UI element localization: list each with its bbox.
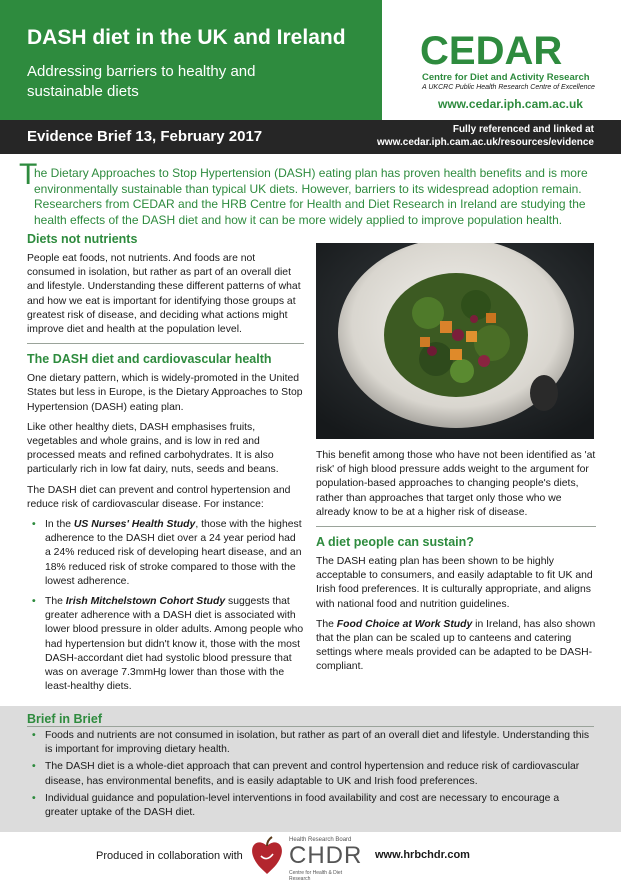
intro-paragraph: he Dietary Approaches to Stop Hypertension (DASH) eating plan has proven health benefits and is more environmentally sustainable than typical UK diets. However, barriers to its widespread adoption remain. Researchers from CEDAR and the HRB Centre for Health and Diet Research in Ireland are studying the health effects of the DASH diet and how it can be more widely applied to improve population health. <box>34 166 588 227</box>
section-heading-diets: Diets not nutrients <box>27 232 138 246</box>
evidence-url-link[interactable]: www.cedar.iph.cam.ac.uk/resources/evidence <box>377 137 594 148</box>
study-name: Irish Mitchelstown Cohort Study <box>65 596 226 608</box>
intro-dropcap: T <box>19 158 38 191</box>
evidence-note <box>377 123 594 149</box>
bullet-icon: • <box>32 596 36 608</box>
list-item: • The Irish Mitchelstown Cohort Study suggests that greater adherence with a DASH diet is associated with lower blood pressure in older adults. Among people who had hypertension but didn't know it, those with the most DASH-accordant diet had systolic blood pressure that was on average 7.3mmHg lower than those with the least-healthy diets. <box>32 596 304 693</box>
paragraph: The DASH eating plan has been shown to be highly acceptable to consumers, and easily adaptable to fit UK and Irish food preferences. It is culturally appropriate, and aligns with national food and nutrition guidelines. <box>316 556 593 610</box>
chdr-wordmark: CHDR <box>289 842 363 869</box>
divider <box>27 343 304 344</box>
paragraph: People eat foods, not nutrients. And foods are not consumed in isolation, but rather as part of an overall diet and lifestyle. Understanding these different patterns of what and how we eat is important for identifying those groups at greatest risk of disease, and deciding what actions might improve diet and health at the population level. <box>27 253 301 336</box>
evidence-list <box>27 518 304 694</box>
paragraph: The Food Choice at Work Study in Ireland, has also shown that the plan can be scaled up to canteens and catering settings where meals provided can be adapted to be DASH-compliant. <box>316 618 596 673</box>
bullet-icon: • <box>32 519 36 531</box>
bullet-icon: • <box>32 792 36 804</box>
salad-bowl-image <box>316 243 594 439</box>
collab-text: Produced in collaboration with <box>96 850 243 862</box>
list-item: • Foods and nutrients are not consumed in isolation, but rather as part of an overall diet and lifestyle. Understanding this is important for improving dietary health. <box>32 730 590 756</box>
cedar-tagline: Centre for Diet and Activity Research <box>422 72 590 83</box>
section-heading-sustain: A diet people can sustain? <box>316 535 474 550</box>
cedar-logo <box>418 28 594 70</box>
cedar-url-link[interactable]: www.cedar.iph.cam.ac.uk <box>438 97 583 111</box>
cedar-logo-area <box>382 0 621 120</box>
cedar-logo-icon <box>418 28 594 70</box>
evidence-note-line1: Fully referenced and linked at <box>452 124 594 135</box>
brief-in-brief-box <box>0 706 621 832</box>
chdr-top-label: Health Research Board <box>289 837 352 843</box>
divider <box>27 726 594 727</box>
paragraph: One dietary pattern, which is widely-promoted in the United States but less in Europe, is the Dietary Approaches to Stop Hypertension (DASH) eating plan. <box>27 373 303 413</box>
cedar-subtagline: A UKCRC Public Health Research Centre of Excellence <box>422 84 595 91</box>
bullet-icon: • <box>32 761 36 773</box>
left-column <box>27 232 304 700</box>
cedar-logo-text: CEDAR <box>420 29 563 70</box>
paragraph: This benefit among those who have not been identified as 'at risk' of high blood pressure adds weight to the argument for population-based approaches to changing people's diets, rather than approaches that target only those who we already know to be at a higher risk of disease. <box>316 450 596 518</box>
bullet-icon: • <box>32 730 36 741</box>
apple-heart-icon <box>249 836 285 876</box>
page-subtitle: Addressing barriers to healthy and sustainable diets <box>27 63 256 100</box>
paragraph: The DASH diet can prevent and control hypertension and reduce risk of cardiovascular disease. For instance: <box>27 484 291 510</box>
brief-list <box>27 729 594 823</box>
list-item: • In the US Nurses' Health Study, those with the highest adherence to the DASH diet over a 24 year period had a 24% reduced risk of developing heart disease, and an 18% reduced risk of stroke compared to those with the lowest adherence. <box>32 519 302 587</box>
evidence-bar <box>0 120 621 154</box>
salad-bowl-photo <box>316 243 594 439</box>
header-banner <box>0 0 382 120</box>
section-heading-dash-cardio: The DASH diet and cardiovascular health <box>27 352 272 367</box>
right-column <box>316 449 596 681</box>
list-item: • Individual guidance and population-level interventions in food availability and cost are necessary to encourage a greater uptake of the DASH diet. <box>32 792 560 819</box>
chdr-bottom-label: Centre for Health & Diet Research <box>289 870 343 880</box>
page-title: DASH diet in the UK and Ireland <box>27 26 346 49</box>
study-name: US Nurses' Health Study <box>73 519 196 531</box>
chdr-logo <box>249 836 363 880</box>
list-item: • The DASH diet is a whole-diet approach that can prevent and control hypertension and reduce risk of cardiovascular disease, has environmental benefits, and is easily adaptable to UK and Irish food preferences. <box>32 761 580 787</box>
study-name: Food Choice at Work Study <box>336 618 473 630</box>
header <box>0 0 621 120</box>
evidence-brief-label: Evidence Brief 13, February 2017 <box>27 128 263 145</box>
footer <box>0 832 621 880</box>
paragraph: Like other healthy diets, DASH emphasises fruits, vegetables and whole grains, and is low in red and processed meats and refined carbohydrates. It is also particularly rich in low fat dairy, nuts, seeds and beans. <box>27 421 279 476</box>
divider <box>316 526 596 527</box>
brief-heading: Brief in Brief <box>27 712 103 726</box>
hrbchdr-url-link[interactable]: www.hrbchdr.com <box>375 849 470 861</box>
